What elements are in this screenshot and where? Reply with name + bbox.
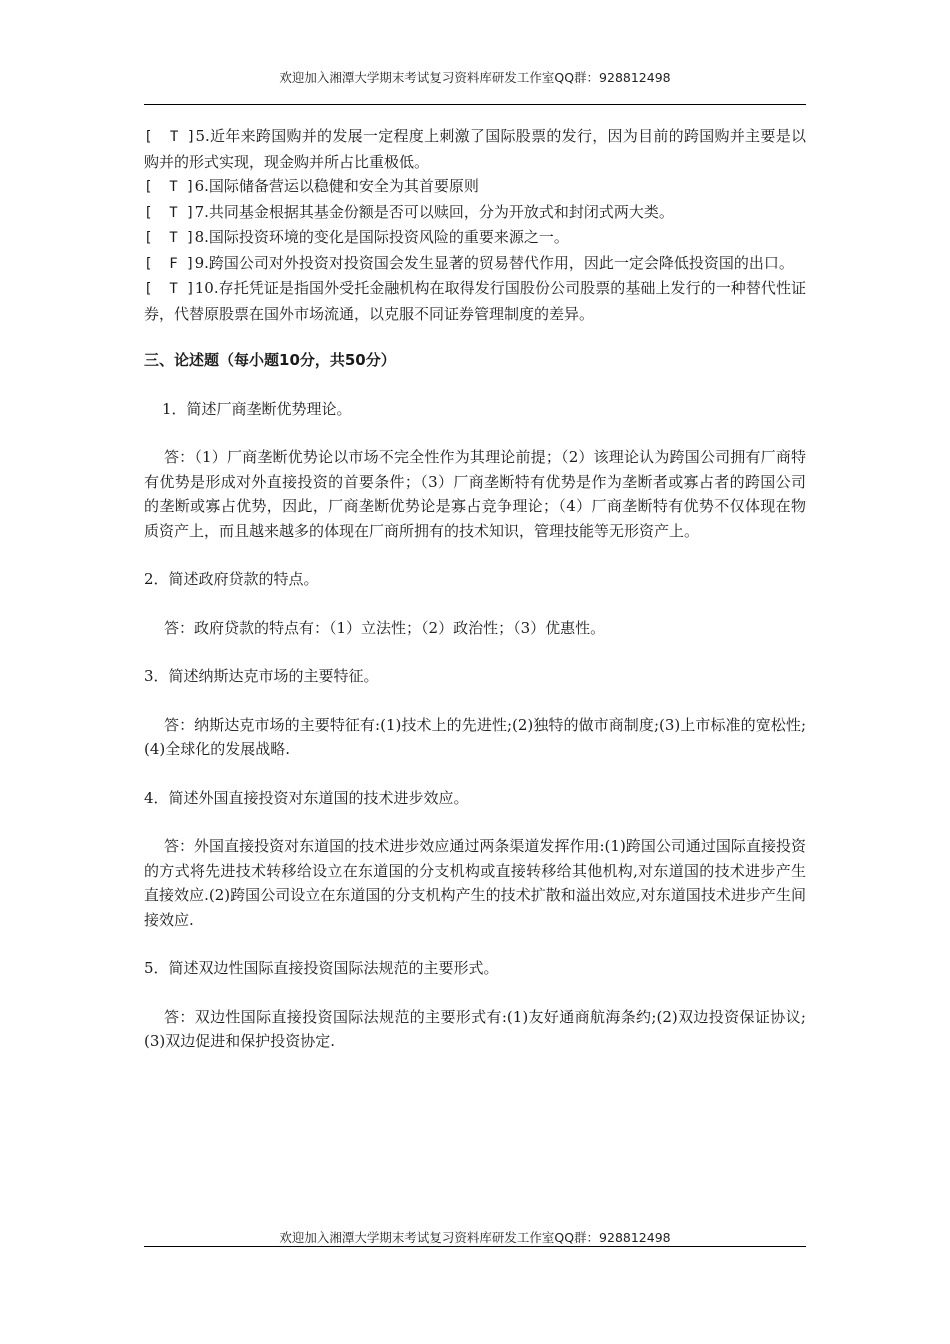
- tf-answer-mark: [ T ]: [144, 179, 195, 195]
- footer-divider: [144, 1246, 806, 1247]
- tf-answer-mark: [ T ]: [144, 129, 196, 145]
- question-4: [144, 786, 806, 933]
- tf-item-9: [144, 251, 806, 277]
- tf-statement: 5.近年来跨国购并的发展一定程度上刺激了国际股票的发行，因为目前的跨国购并主要是以购并的形式实现，现金购并所占比重极低。: [144, 127, 806, 171]
- tf-item-6: [144, 174, 806, 200]
- tf-answer-mark: [ T ]: [144, 281, 195, 297]
- question-5: [144, 956, 806, 1054]
- answer-text: 答：外国直接投资对东道国的技术进步效应通过两条渠道发挥作用:(1)跨国公司通过国际直接投资的方式将先进技术转移给设立在东道国的分支机构或直接转移给其他机构,对东道国的技术进步产生直接效应.(2)跨国公司设立在东道国的分支机构产生的技术扩散和溢出效应,对东道国技术进步产生间接效应.: [144, 837, 806, 929]
- tf-answer-mark: [ T ]: [144, 204, 195, 221]
- page-header: 欢迎加入湘潭大学期末考试复习资料库研发工作室QQ群：928812498: [279, 70, 671, 85]
- answer-text: 答：政府贷款的特点有：（1）立法性；（2）政治性；（3）优惠性。: [164, 618, 606, 637]
- tf-item-7: [144, 200, 806, 226]
- question-text: 1．简述厂商垄断优势理论。: [162, 399, 352, 418]
- answer-text: 答：纳斯达克市场的主要特征有:(1)技术上的先进性;(2)独特的做市商制度;(3)上市标准的宽松性;(4)全球化的发展战略.: [144, 715, 806, 758]
- question-text: 3．简述纳斯达克市场的主要特征。: [144, 667, 379, 685]
- tf-statement: 10.存托凭证是指国外受托金融机构在取得发行国股份公司股票的基础上发行的一种替代性证券，代替原股票在国外市场流通，以克服不同证券管理制度的差异。: [144, 279, 807, 323]
- section-title: 三、论述题（每小题10分，共50分）: [144, 351, 396, 369]
- question-text: 4．简述外国直接投资对东道国的技术进步效应。: [144, 788, 469, 807]
- tf-statement: 7.共同基金根据其基金份额是否可以赎回，分为开放式和封闭式两大类。: [194, 202, 674, 221]
- question-text: 2．简述政府贷款的特点。: [144, 570, 319, 588]
- tf-item-8: [144, 225, 806, 251]
- tf-statement: 6.国际储备营运以稳健和安全为其首要原则: [194, 177, 479, 195]
- question-1: [144, 397, 806, 544]
- tf-statement: 8.国际投资环境的变化是国际投资风险的重要来源之一。: [194, 228, 569, 246]
- answer-text: 答：（1）厂商垄断优势论以市场不完全性作为其理论前提；（2）该理论认为跨国公司拥有厂商特有优势是形成对外直接投资的首要条件；（3）厂商垄断特有优势是作为垄断者或寡占者的跨国公司的垄断或寡占优势，因此，厂商垄断优势论是寡占竞争理论；（4）厂商垄断特有优势不仅体现在物质资产上，而且越来越多的体现在厂商所拥有的技术知识，管理技能等无形资产上。: [144, 448, 806, 540]
- question-3: [144, 664, 806, 762]
- tf-item-10: [144, 276, 806, 326]
- question-text: 5．简述双边性国际直接投资国际法规范的主要形式。: [144, 959, 499, 977]
- header-divider: [144, 104, 806, 105]
- tf-answer-mark: [ F ]: [144, 255, 195, 272]
- tf-statement: 9.跨国公司对外投资对投资国会发生显著的贸易替代作用，因此一定会降低投资国的出口。: [194, 253, 794, 272]
- answer-text: 答：双边性国际直接投资国际法规范的主要形式有:(1)友好通商航海条约;(2)双边投资保证协议;(3)双边促进和保护投资协定.: [144, 1007, 806, 1050]
- question-2: [144, 567, 806, 640]
- tf-answer-mark: [ T ]: [144, 230, 195, 246]
- page-body: [144, 124, 806, 1054]
- tf-item-5: [144, 124, 806, 174]
- page-footer: 欢迎加入湘潭大学期末考试复习资料库研发工作室QQ群：928812498: [279, 1230, 671, 1245]
